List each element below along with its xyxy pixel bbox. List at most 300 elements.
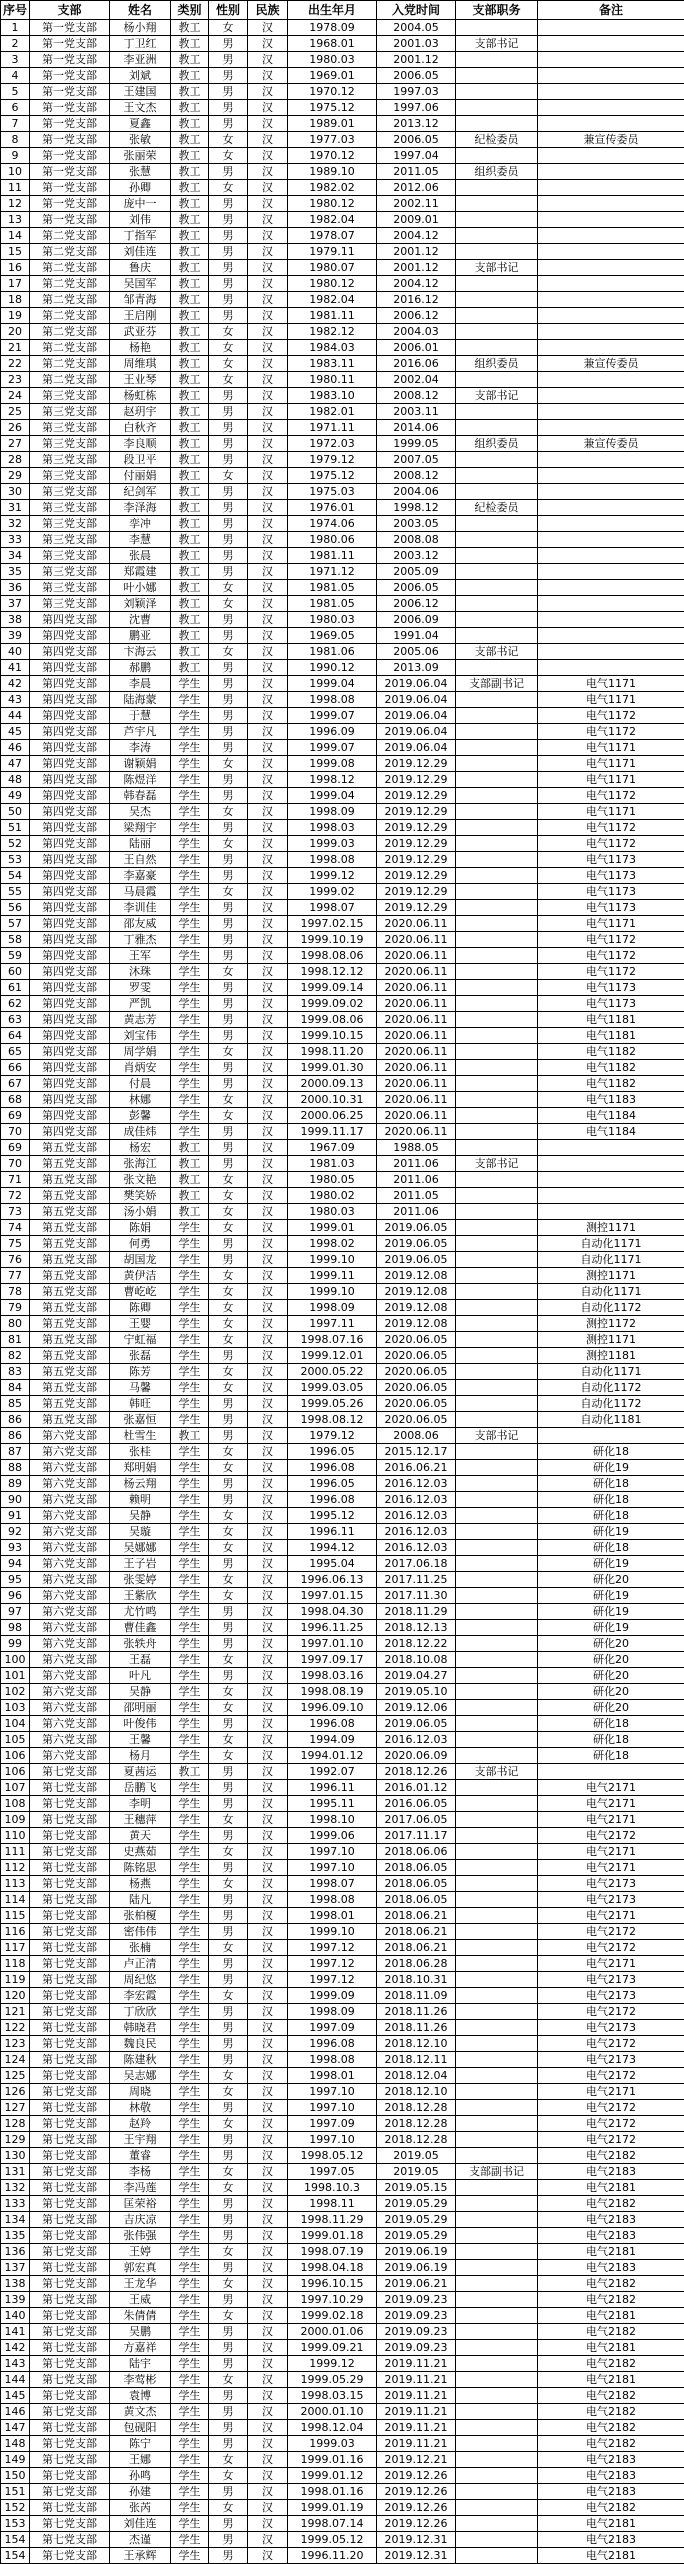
cell-name: 陈铭思 <box>110 1860 171 1876</box>
cell-branch: 第四党支部 <box>30 996 110 1012</box>
table-row <box>1 1172 684 1188</box>
cell-name: 丁指军 <box>110 228 171 244</box>
cell-branch: 第三党支部 <box>30 500 110 516</box>
cell-join-date: 2020.06.05 <box>377 1396 456 1412</box>
cell-name: 韩晓君 <box>110 2020 171 2036</box>
cell-remarks <box>538 52 684 68</box>
cell-gender: 男 <box>209 1348 248 1364</box>
cell-join-date: 2013.12 <box>377 116 456 132</box>
cell-remarks: 电气2182 <box>538 2276 684 2292</box>
cell-name: 梁翔宇 <box>110 820 171 836</box>
cell-branch-role: 组织委员 <box>456 436 538 452</box>
cell-gender: 男 <box>209 900 248 916</box>
cell-category: 教工 <box>171 436 209 452</box>
cell-ethnicity: 汉 <box>248 2084 288 2100</box>
cell-branch: 第三党支部 <box>30 420 110 436</box>
cell-name: 于慧 <box>110 708 171 724</box>
table-row <box>1 1924 684 1940</box>
cell-ethnicity: 汉 <box>248 436 288 452</box>
cell-branch-role <box>456 1732 538 1748</box>
cell-birth-date: 1970.12 <box>288 148 377 164</box>
cell-ethnicity: 汉 <box>248 452 288 468</box>
cell-name: 周学娟 <box>110 1044 171 1060</box>
cell-join-date: 2017.11.25 <box>377 1572 456 1588</box>
cell-birth-date: 1997.10 <box>288 1860 377 1876</box>
cell-category: 教工 <box>171 1188 209 1204</box>
cell-join-date: 2019.12.29 <box>377 836 456 852</box>
cell-branch-role <box>456 292 538 308</box>
cell-ethnicity: 汉 <box>248 1476 288 1492</box>
cell-remarks: 研化18 <box>538 1748 684 1764</box>
cell-branch-role <box>456 964 538 980</box>
cell-ethnicity: 汉 <box>248 2068 288 2084</box>
cell-ethnicity: 汉 <box>248 884 288 900</box>
cell-ethnicity: 汉 <box>248 1908 288 1924</box>
cell-category: 教工 <box>171 36 209 52</box>
cell-join-date: 2006.09 <box>377 612 456 628</box>
cell-index: 60 <box>1 964 30 980</box>
cell-index: 31 <box>1 500 30 516</box>
cell-name: 卢正清 <box>110 1956 171 1972</box>
table-row <box>1 852 684 868</box>
cell-name: 黄文杰 <box>110 2404 171 2420</box>
cell-remarks: 电气2183 <box>538 2484 684 2500</box>
cell-branch-role <box>456 2052 538 2068</box>
cell-name: 吴娜娜 <box>110 1540 171 1556</box>
cell-category: 学生 <box>171 2148 209 2164</box>
cell-gender: 男 <box>209 1428 248 1444</box>
cell-branch: 第一党支部 <box>30 68 110 84</box>
cell-branch-role <box>456 420 538 436</box>
cell-gender: 女 <box>209 356 248 372</box>
cell-join-date: 2019.12.08 <box>377 1316 456 1332</box>
cell-remarks <box>538 372 684 388</box>
cell-branch: 第四党支部 <box>30 804 110 820</box>
cell-gender: 男 <box>209 996 248 1012</box>
cell-category: 学生 <box>171 1732 209 1748</box>
cell-remarks: 自动化1171 <box>538 1236 684 1252</box>
cell-birth-date: 1999.07 <box>288 740 377 756</box>
cell-name: 陆丽 <box>110 836 171 852</box>
cell-branch: 第四党支部 <box>30 1028 110 1044</box>
cell-branch: 第五党支部 <box>30 1300 110 1316</box>
cell-remarks: 测控1171 <box>538 1268 684 1284</box>
cell-name: 林敬 <box>110 2100 171 2116</box>
cell-branch: 第四党支部 <box>30 612 110 628</box>
cell-birth-date: 1982.04 <box>288 292 377 308</box>
cell-ethnicity: 汉 <box>248 2116 288 2132</box>
cell-birth-date: 1981.03 <box>288 1156 377 1172</box>
cell-index: 48 <box>1 772 30 788</box>
cell-ethnicity: 汉 <box>248 708 288 724</box>
cell-name: 王子岩 <box>110 1556 171 1572</box>
cell-birth-date: 1970.12 <box>288 84 377 100</box>
cell-name: 吴璇 <box>110 1524 171 1540</box>
cell-birth-date: 1998.02 <box>288 1236 377 1252</box>
cell-category: 教工 <box>171 164 209 180</box>
cell-join-date: 2006.05 <box>377 68 456 84</box>
cell-branch: 第七党支部 <box>30 2372 110 2388</box>
cell-branch-role <box>456 2356 538 2372</box>
cell-join-date: 2018.12.28 <box>377 2132 456 2148</box>
cell-branch: 第三党支部 <box>30 404 110 420</box>
cell-name: 陈建秋 <box>110 2052 171 2068</box>
cell-category: 学生 <box>171 1972 209 1988</box>
cell-branch: 第五党支部 <box>30 1268 110 1284</box>
cell-ethnicity: 汉 <box>248 1124 288 1140</box>
cell-join-date: 2019.12.08 <box>377 1284 456 1300</box>
cell-birth-date: 1996.11.20 <box>288 2548 377 2564</box>
cell-ethnicity: 汉 <box>248 1268 288 1284</box>
cell-ethnicity: 汉 <box>248 1572 288 1588</box>
cell-branch: 第七党支部 <box>30 1812 110 1828</box>
cell-branch: 第五党支部 <box>30 1284 110 1300</box>
cell-remarks <box>538 36 684 52</box>
cell-category: 教工 <box>171 404 209 420</box>
cell-gender: 女 <box>209 132 248 148</box>
table-row <box>1 516 684 532</box>
table-row <box>1 36 684 52</box>
cell-branch-role <box>456 100 538 116</box>
cell-branch-role <box>456 788 538 804</box>
cell-ethnicity: 汉 <box>248 724 288 740</box>
cell-join-date: 1998.12 <box>377 500 456 516</box>
cell-index: 91 <box>1 1508 30 1524</box>
cell-remarks <box>538 84 684 100</box>
cell-category: 学生 <box>171 916 209 932</box>
cell-name: 岳鹏飞 <box>110 1780 171 1796</box>
cell-branch-role <box>456 2068 538 2084</box>
cell-birth-date: 1972.03 <box>288 436 377 452</box>
cell-branch-role <box>456 1972 538 1988</box>
cell-join-date: 2020.06.11 <box>377 996 456 1012</box>
cell-join-date: 2002.04 <box>377 372 456 388</box>
cell-remarks: 测控1181 <box>538 1348 684 1364</box>
cell-branch-role <box>456 724 538 740</box>
cell-remarks: 研化19 <box>538 1588 684 1604</box>
cell-remarks: 研化18 <box>538 1508 684 1524</box>
cell-remarks <box>538 244 684 260</box>
cell-branch: 第七党支部 <box>30 1764 110 1780</box>
cell-category: 学生 <box>171 2548 209 2564</box>
cell-birth-date: 1998.10 <box>288 1812 377 1828</box>
cell-branch: 第七党支部 <box>30 1956 110 1972</box>
cell-name: 王启刚 <box>110 308 171 324</box>
table-row <box>1 916 684 932</box>
cell-join-date: 2019.05.15 <box>377 2180 456 2196</box>
table-row <box>1 868 684 884</box>
cell-gender: 女 <box>209 1732 248 1748</box>
cell-birth-date: 1999.11.17 <box>288 1124 377 1140</box>
cell-branch: 第七党支部 <box>30 2116 110 2132</box>
cell-remarks <box>538 1172 684 1188</box>
table-row <box>1 52 684 68</box>
cell-gender: 男 <box>209 1780 248 1796</box>
cell-remarks: 自动化1181 <box>538 1412 684 1428</box>
cell-index: 142 <box>1 2340 30 2356</box>
cell-gender: 男 <box>209 2532 248 2548</box>
cell-ethnicity: 汉 <box>248 1812 288 1828</box>
cell-category: 教工 <box>171 84 209 100</box>
cell-ethnicity: 汉 <box>248 1940 288 1956</box>
cell-branch-role <box>456 1252 538 1268</box>
cell-birth-date: 1995.12 <box>288 1508 377 1524</box>
cell-category: 学生 <box>171 1892 209 1908</box>
cell-birth-date: 1996.11 <box>288 1780 377 1796</box>
cell-birth-date: 1999.05.29 <box>288 2372 377 2388</box>
cell-branch: 第七党支部 <box>30 2404 110 2420</box>
cell-ethnicity: 汉 <box>248 1956 288 1972</box>
cell-join-date: 2016.12.03 <box>377 1540 456 1556</box>
cell-ethnicity: 汉 <box>248 2516 288 2532</box>
cell-remarks: 电气2172 <box>538 2004 684 2020</box>
cell-birth-date: 1999.08.06 <box>288 1012 377 1028</box>
cell-category: 学生 <box>171 2020 209 2036</box>
cell-birth-date: 1968.01 <box>288 36 377 52</box>
cell-remarks <box>538 564 684 580</box>
table-row <box>1 340 684 356</box>
table-row <box>1 2020 684 2036</box>
cell-remarks: 研化18 <box>538 1540 684 1556</box>
cell-join-date: 2008.12 <box>377 388 456 404</box>
cell-birth-date: 1998.07.19 <box>288 2244 377 2260</box>
table-row <box>1 740 684 756</box>
cell-remarks: 电气2182 <box>538 2148 684 2164</box>
cell-gender: 女 <box>209 1652 248 1668</box>
cell-birth-date: 1979.12 <box>288 1428 377 1444</box>
cell-ethnicity: 汉 <box>248 1668 288 1684</box>
cell-branch-role <box>456 1012 538 1028</box>
cell-gender: 男 <box>209 1604 248 1620</box>
cell-branch: 第六党支部 <box>30 1492 110 1508</box>
cell-index: 86 <box>1 1412 30 1428</box>
cell-category: 学生 <box>171 1828 209 1844</box>
cell-branch: 第五党支部 <box>30 1380 110 1396</box>
cell-branch-role <box>456 2468 538 2484</box>
cell-gender: 女 <box>209 1220 248 1236</box>
cell-branch-role <box>456 980 538 996</box>
cell-index: 16 <box>1 260 30 276</box>
cell-remarks <box>538 1140 684 1156</box>
cell-index: 72 <box>1 1188 30 1204</box>
cell-branch: 第七党支部 <box>30 2164 110 2180</box>
cell-index: 10 <box>1 164 30 180</box>
cell-category: 学生 <box>171 1220 209 1236</box>
cell-branch: 第二党支部 <box>30 356 110 372</box>
cell-branch-role <box>456 1364 538 1380</box>
cell-gender: 男 <box>209 2404 248 2420</box>
cell-birth-date: 1998.11.20 <box>288 1044 377 1060</box>
cell-birth-date: 1998.12.12 <box>288 964 377 980</box>
cell-category: 学生 <box>171 1540 209 1556</box>
cell-name: 张海江 <box>110 1156 171 1172</box>
cell-index: 58 <box>1 932 30 948</box>
table-row <box>1 1716 684 1732</box>
table-row <box>1 2116 684 2132</box>
cell-branch-role <box>456 2116 538 2132</box>
cell-birth-date: 1981.11 <box>288 548 377 564</box>
cell-join-date: 2019.12.26 <box>377 2468 456 2484</box>
cell-ethnicity: 汉 <box>248 1492 288 1508</box>
cell-join-date: 2019.05.29 <box>377 2228 456 2244</box>
cell-name: 丁卫红 <box>110 36 171 52</box>
cell-category: 学生 <box>171 1380 209 1396</box>
cell-birth-date: 1984.03 <box>288 340 377 356</box>
cell-branch: 第五党支部 <box>30 1140 110 1156</box>
cell-category: 学生 <box>171 1108 209 1124</box>
cell-branch: 第七党支部 <box>30 2148 110 2164</box>
cell-index: 5 <box>1 84 30 100</box>
cell-ethnicity: 汉 <box>248 916 288 932</box>
table-row <box>1 308 684 324</box>
cell-branch-role <box>456 756 538 772</box>
cell-join-date: 2018.11.26 <box>377 2020 456 2036</box>
cell-gender: 女 <box>209 340 248 356</box>
cell-name: 孙卿 <box>110 180 171 196</box>
cell-category: 教工 <box>171 580 209 596</box>
cell-remarks: 电气2183 <box>538 2532 684 2548</box>
cell-ethnicity: 汉 <box>248 596 288 612</box>
cell-gender: 女 <box>209 2276 248 2292</box>
cell-category: 学生 <box>171 1028 209 1044</box>
cell-ethnicity: 汉 <box>248 484 288 500</box>
cell-ethnicity: 汉 <box>248 852 288 868</box>
cell-branch: 第三党支部 <box>30 564 110 580</box>
cell-category: 学生 <box>171 2132 209 2148</box>
table-row <box>1 2004 684 2020</box>
cell-branch: 第五党支部 <box>30 1236 110 1252</box>
cell-birth-date: 1994.12 <box>288 1540 377 1556</box>
cell-index: 79 <box>1 1300 30 1316</box>
cell-branch-role <box>456 1876 538 1892</box>
cell-join-date: 2018.11.09 <box>377 1988 456 2004</box>
cell-ethnicity: 汉 <box>248 2212 288 2228</box>
cell-join-date: 2003.12 <box>377 548 456 564</box>
cell-branch-role <box>456 1220 538 1236</box>
cell-gender: 女 <box>209 1108 248 1124</box>
cell-gender: 女 <box>209 1364 248 1380</box>
cell-category: 学生 <box>171 948 209 964</box>
cell-ethnicity: 汉 <box>248 1348 288 1364</box>
cell-gender: 女 <box>209 2068 248 2084</box>
cell-gender: 男 <box>209 1556 248 1572</box>
cell-category: 教工 <box>171 564 209 580</box>
cell-gender: 男 <box>209 916 248 932</box>
cell-name: 卞海云 <box>110 644 171 660</box>
cell-name: 张磊 <box>110 1348 171 1364</box>
cell-gender: 女 <box>209 1188 248 1204</box>
cell-category: 学生 <box>171 2452 209 2468</box>
cell-ethnicity: 汉 <box>248 1460 288 1476</box>
cell-name: 鹏亚 <box>110 628 171 644</box>
cell-gender: 男 <box>209 1924 248 1940</box>
cell-remarks <box>538 500 684 516</box>
cell-birth-date: 1975.12 <box>288 100 377 116</box>
cell-join-date: 2020.06.11 <box>377 948 456 964</box>
cell-gender: 男 <box>209 1892 248 1908</box>
cell-join-date: 2020.06.05 <box>377 1332 456 1348</box>
cell-join-date: 2019.06.19 <box>377 2260 456 2276</box>
cell-gender: 女 <box>209 180 248 196</box>
cell-ethnicity: 汉 <box>248 2500 288 2516</box>
cell-remarks: 电气1182 <box>538 1076 684 1092</box>
cell-ethnicity: 汉 <box>248 1300 288 1316</box>
cell-name: 郝鹏 <box>110 660 171 676</box>
cell-ethnicity: 汉 <box>248 1060 288 1076</box>
cell-remarks: 电气1182 <box>538 1060 684 1076</box>
cell-remarks <box>538 484 684 500</box>
header-name: 姓名 <box>110 1 171 20</box>
cell-join-date: 2016.01.12 <box>377 1780 456 1796</box>
cell-remarks: 电气1172 <box>538 724 684 740</box>
cell-category: 学生 <box>171 2324 209 2340</box>
header-category: 类别 <box>171 1 209 20</box>
cell-name: 张嘉恒 <box>110 1412 171 1428</box>
cell-index: 86 <box>1 1428 30 1444</box>
cell-gender: 男 <box>209 1476 248 1492</box>
cell-branch-role <box>456 1284 538 1300</box>
cell-branch: 第六党支部 <box>30 1428 110 1444</box>
cell-index: 120 <box>1 1988 30 2004</box>
cell-branch-role <box>456 1860 538 1876</box>
cell-branch: 第四党支部 <box>30 868 110 884</box>
cell-birth-date: 1981.05 <box>288 580 377 596</box>
cell-join-date: 2009.01 <box>377 212 456 228</box>
cell-category: 学生 <box>171 884 209 900</box>
cell-branch: 第四党支部 <box>30 980 110 996</box>
cell-index: 97 <box>1 1604 30 1620</box>
cell-name: 付丽娟 <box>110 468 171 484</box>
cell-index: 32 <box>1 516 30 532</box>
cell-branch-role <box>456 884 538 900</box>
cell-branch-role <box>456 52 538 68</box>
cell-gender: 男 <box>209 2420 248 2436</box>
cell-branch: 第二党支部 <box>30 292 110 308</box>
table-row <box>1 2068 684 2084</box>
cell-index: 14 <box>1 228 30 244</box>
cell-gender: 男 <box>209 2100 248 2116</box>
cell-ethnicity: 汉 <box>248 1540 288 1556</box>
cell-branch: 第五党支部 <box>30 1412 110 1428</box>
header-join-date: 入党时间 <box>377 1 456 20</box>
cell-remarks: 电气2182 <box>538 2196 684 2212</box>
cell-remarks <box>538 468 684 484</box>
cell-category: 学生 <box>171 1364 209 1380</box>
table-row <box>1 2292 684 2308</box>
table-row <box>1 2148 684 2164</box>
cell-category: 教工 <box>171 308 209 324</box>
cell-index: 50 <box>1 804 30 820</box>
cell-index: 125 <box>1 2068 30 2084</box>
cell-index: 34 <box>1 548 30 564</box>
cell-gender: 男 <box>209 196 248 212</box>
cell-branch-role: 支部书记 <box>456 1428 538 1444</box>
cell-join-date: 2016.12.03 <box>377 1492 456 1508</box>
cell-join-date: 2016.12 <box>377 292 456 308</box>
cell-branch-role <box>456 20 538 36</box>
table-row <box>1 580 684 596</box>
table-row <box>1 1300 684 1316</box>
table-row <box>1 596 684 612</box>
cell-join-date: 2018.06.05 <box>377 1892 456 1908</box>
cell-branch-role <box>456 2244 538 2260</box>
cell-birth-date: 2000.09.13 <box>288 1076 377 1092</box>
cell-gender: 男 <box>209 2132 248 2148</box>
cell-branch-role <box>456 1940 538 1956</box>
cell-branch: 第三党支部 <box>30 436 110 452</box>
cell-category: 教工 <box>171 1428 209 1444</box>
cell-gender: 女 <box>209 884 248 900</box>
